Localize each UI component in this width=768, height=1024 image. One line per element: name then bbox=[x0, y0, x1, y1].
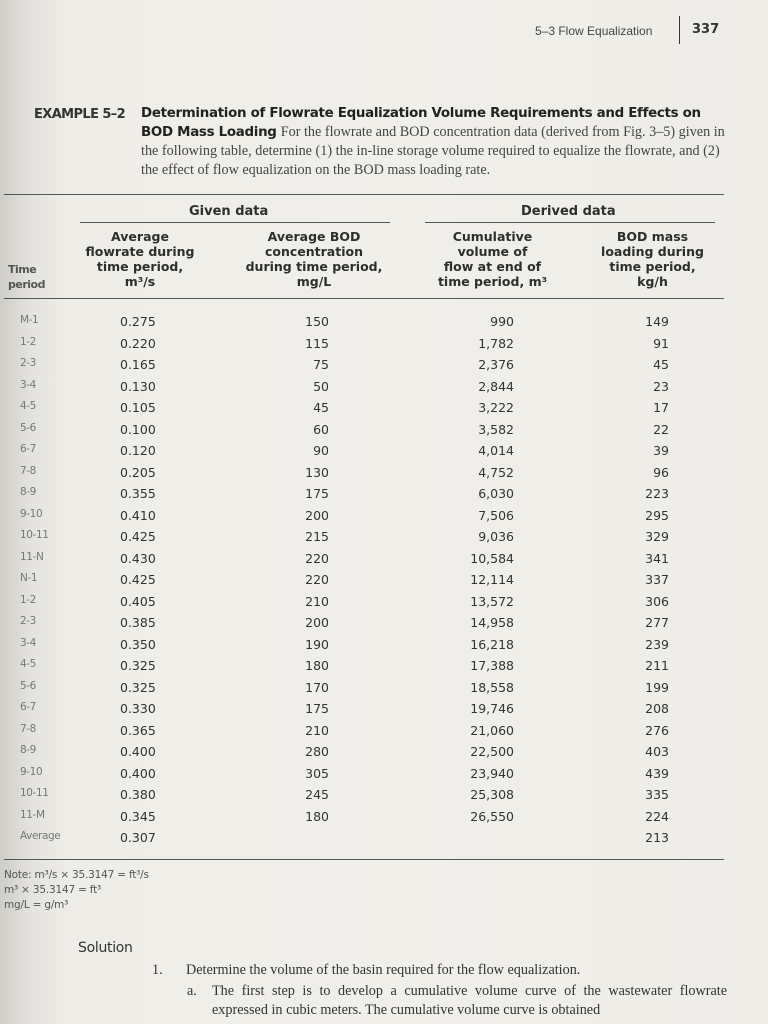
cell-time: 4-5 bbox=[20, 658, 36, 670]
col-header-flow-line: Average bbox=[111, 229, 169, 244]
cell-cumulative-volume: 12,114 bbox=[470, 572, 514, 587]
cell-time: N-1 bbox=[20, 572, 38, 584]
cell-flowrate: 0.165 bbox=[120, 357, 156, 372]
cell-flowrate: 0.400 bbox=[120, 765, 156, 781]
cell-cumulative-volume: 4,752 bbox=[478, 464, 514, 480]
col-header-time bbox=[8, 262, 45, 292]
table-row bbox=[0, 658, 768, 680]
cell-time: Average bbox=[20, 830, 61, 842]
cell-time: 10-11 bbox=[20, 529, 49, 541]
table-row bbox=[0, 443, 768, 465]
group-header-given: Given data bbox=[189, 204, 269, 219]
cell-bod: 170 bbox=[305, 679, 329, 695]
cell-bod: 115 bbox=[305, 335, 329, 351]
cell-flowrate: 0.365 bbox=[120, 722, 156, 738]
solution-step-a bbox=[187, 982, 727, 1020]
col-header-bod-line: concentration bbox=[264, 244, 363, 259]
cell-time: 6-7 bbox=[20, 443, 36, 455]
cell-flowrate: 0.410 bbox=[120, 507, 156, 523]
cell-bod-mass: 45 bbox=[653, 357, 669, 372]
cell-time: 2-3 bbox=[20, 615, 36, 627]
cell-bod-mass: 295 bbox=[645, 507, 669, 523]
col-header-mass-line: loading during bbox=[601, 244, 704, 259]
cell-bod-mass: 341 bbox=[645, 550, 669, 566]
example-statement bbox=[141, 105, 726, 180]
cell-flowrate: 0.120 bbox=[120, 443, 156, 458]
note-line: Note: m³/s × 35.3147 = ft³/s bbox=[4, 869, 149, 881]
cell-cumulative-volume: 3,222 bbox=[478, 400, 514, 415]
cell-bod-mass: 39 bbox=[653, 443, 669, 458]
cell-bod-mass: 277 bbox=[645, 615, 669, 630]
example-title: Determination of Flowrate Equalization Volume Requirements and Effects on BOD Mass Loading bbox=[141, 106, 701, 140]
cell-time: 8-9 bbox=[20, 744, 36, 756]
cell-cumulative-volume: 1,782 bbox=[478, 335, 514, 351]
cell-flowrate: 0.355 bbox=[120, 486, 156, 501]
col-header-mass-line: BOD mass bbox=[616, 229, 689, 244]
cell-bod-mass: 17 bbox=[653, 400, 669, 415]
cell-time: 3-4 bbox=[20, 378, 36, 391]
cell-time: 11-M bbox=[20, 808, 45, 821]
cell-bod: 280 bbox=[305, 744, 329, 759]
col-header-mass bbox=[585, 229, 720, 289]
cell-flowrate: 0.385 bbox=[120, 615, 156, 630]
col-header-flow-line: flowrate during bbox=[85, 244, 195, 259]
cell-time: 9-10 bbox=[20, 507, 43, 520]
table-top-rule bbox=[4, 194, 724, 195]
group-header-derived: Derived data bbox=[521, 204, 616, 219]
cell-bod: 50 bbox=[313, 378, 329, 394]
cell-cumulative-volume: 7,506 bbox=[478, 507, 514, 523]
table-row bbox=[0, 336, 768, 358]
col-header-cum-line: flow at end of bbox=[443, 259, 542, 274]
cell-flowrate: 0.350 bbox=[120, 636, 156, 652]
col-header-flow-line: time period, bbox=[96, 259, 184, 274]
cell-time: 8-9 bbox=[20, 486, 36, 498]
cell-cumulative-volume: 4,014 bbox=[478, 443, 514, 458]
table-row bbox=[0, 572, 768, 594]
cell-flowrate: 0.325 bbox=[120, 658, 156, 673]
cell-bod-mass: 224 bbox=[645, 808, 669, 824]
table-row bbox=[0, 723, 768, 745]
cell-cumulative-volume: 10,584 bbox=[470, 550, 514, 566]
cell-bod-mass: 276 bbox=[645, 722, 669, 738]
cell-bod-mass: 403 bbox=[645, 744, 669, 759]
cell-cumulative-volume: 25,308 bbox=[470, 787, 514, 802]
table-row bbox=[0, 637, 768, 659]
cell-flowrate: 0.430 bbox=[120, 550, 156, 566]
cell-bod-mass: 213 bbox=[645, 830, 669, 845]
cell-bod-mass: 335 bbox=[645, 787, 669, 802]
cell-time: 1-2 bbox=[20, 335, 36, 348]
cell-cumulative-volume: 3,582 bbox=[478, 421, 514, 437]
cell-bod-mass: 306 bbox=[645, 593, 669, 609]
cell-flowrate: 0.330 bbox=[120, 701, 156, 716]
cell-cumulative-volume: 14,958 bbox=[470, 615, 514, 630]
cell-bod-mass: 208 bbox=[645, 701, 669, 716]
example-text: For the flowrate and BOD concentration data (derived from Fig. 3–5) given in the following table, determine (1) the in-line storage volume required to equalize the flowrate, and (2) the effect of flow equalization on the BOD mass loading rate. bbox=[141, 124, 725, 178]
table-row bbox=[0, 809, 768, 831]
cell-time: 11-N bbox=[20, 550, 44, 563]
cell-bod: 210 bbox=[305, 722, 329, 738]
cell-bod-mass: 337 bbox=[645, 572, 669, 587]
col-header-cum-line: volume of bbox=[457, 244, 528, 259]
cell-flowrate: 0.325 bbox=[120, 679, 156, 695]
cell-bod: 220 bbox=[305, 550, 329, 566]
table-row bbox=[0, 551, 768, 573]
cell-bod: 200 bbox=[305, 615, 329, 630]
cell-cumulative-volume: 2,844 bbox=[478, 378, 514, 394]
cell-bod: 175 bbox=[305, 701, 329, 716]
cell-flowrate: 0.345 bbox=[120, 808, 156, 824]
cell-bod: 215 bbox=[305, 529, 329, 544]
col-header-cum-line: Cumulative bbox=[452, 229, 533, 244]
cell-cumulative-volume: 23,940 bbox=[470, 765, 514, 781]
cell-flowrate: 0.400 bbox=[120, 744, 156, 759]
cell-bod: 200 bbox=[305, 507, 329, 523]
cell-bod: 60 bbox=[313, 421, 329, 437]
running-head-divider bbox=[679, 16, 680, 44]
cell-cumulative-volume: 21,060 bbox=[470, 722, 514, 738]
table-row bbox=[0, 701, 768, 723]
cell-bod: 210 bbox=[305, 593, 329, 609]
table-row bbox=[0, 486, 768, 508]
page-number: 337 bbox=[692, 22, 720, 37]
cell-bod-mass: 223 bbox=[645, 486, 669, 501]
cell-cumulative-volume: 13,572 bbox=[470, 593, 514, 609]
cell-cumulative-volume: 990 bbox=[490, 314, 514, 329]
step-number: 1. bbox=[152, 962, 163, 978]
cell-flowrate: 0.130 bbox=[120, 378, 156, 394]
table-row bbox=[0, 594, 768, 616]
cell-cumulative-volume: 17,388 bbox=[470, 658, 514, 673]
cell-bod-mass: 22 bbox=[653, 421, 669, 437]
cell-bod: 180 bbox=[305, 658, 329, 673]
cell-time: 10-11 bbox=[20, 787, 49, 799]
cell-time: 5-6 bbox=[20, 421, 36, 434]
table-row bbox=[0, 379, 768, 401]
cell-cumulative-volume: 9,036 bbox=[478, 529, 514, 544]
cell-bod-mass: 211 bbox=[645, 658, 669, 673]
cell-cumulative-volume: 22,500 bbox=[470, 744, 514, 759]
cell-bod: 150 bbox=[305, 314, 329, 329]
step-text: Determine the volume of the basin required for the flow equalization. bbox=[186, 962, 581, 978]
cell-time: 1-2 bbox=[20, 593, 36, 606]
cell-bod-mass: 329 bbox=[645, 529, 669, 544]
cell-time: 7-8 bbox=[20, 464, 36, 477]
cell-bod: 245 bbox=[305, 787, 329, 802]
cell-bod-mass: 91 bbox=[653, 335, 669, 351]
cell-bod-mass: 199 bbox=[645, 679, 669, 695]
cell-bod: 175 bbox=[305, 486, 329, 501]
cell-time: 3-4 bbox=[20, 636, 36, 649]
col-header-mass-line: kg/h bbox=[637, 274, 668, 289]
cell-bod-mass: 239 bbox=[645, 636, 669, 652]
cell-bod-mass: 96 bbox=[653, 464, 669, 480]
cell-bod: 180 bbox=[305, 808, 329, 824]
table-row bbox=[0, 422, 768, 444]
cell-bod: 130 bbox=[305, 464, 329, 480]
col-header-bod-line: during time period, bbox=[245, 259, 383, 274]
col-header-time-line: Time bbox=[8, 263, 37, 276]
cell-bod: 220 bbox=[305, 572, 329, 587]
solution-heading: Solution bbox=[78, 940, 133, 956]
table-row bbox=[0, 400, 768, 422]
cell-bod: 75 bbox=[313, 357, 329, 372]
cell-bod: 90 bbox=[313, 443, 329, 458]
cell-cumulative-volume: 18,558 bbox=[470, 679, 514, 695]
note-line: m³ × 35.3147 = ft³ bbox=[4, 884, 102, 896]
table-row bbox=[0, 508, 768, 530]
table-row bbox=[0, 314, 768, 336]
cell-time: 9-10 bbox=[20, 765, 43, 778]
given-group-rule bbox=[80, 222, 390, 223]
col-header-mass-line: time period, bbox=[609, 259, 696, 274]
table-row bbox=[0, 615, 768, 637]
cell-flowrate: 0.275 bbox=[120, 314, 156, 329]
running-head-title: 5–3 Flow Equalization bbox=[535, 24, 653, 38]
cell-flowrate: 0.220 bbox=[120, 335, 156, 351]
col-header-time-line: period bbox=[8, 278, 45, 291]
col-header-cumulative bbox=[425, 229, 560, 289]
cell-time: 6-7 bbox=[20, 701, 36, 713]
cell-flowrate: 0.105 bbox=[120, 400, 156, 415]
cell-flowrate: 0.425 bbox=[120, 529, 156, 544]
cell-time: 5-6 bbox=[20, 679, 36, 692]
col-header-flow-line: m³/s bbox=[124, 274, 156, 289]
cell-bod-mass: 23 bbox=[653, 378, 669, 394]
col-header-bod-line: Average BOD bbox=[267, 229, 361, 244]
col-header-bod-line: mg/L bbox=[296, 274, 332, 289]
cell-bod: 45 bbox=[313, 400, 329, 415]
table-bottom-rule bbox=[4, 859, 724, 860]
table-row bbox=[0, 357, 768, 379]
cell-bod: 190 bbox=[305, 636, 329, 652]
derived-group-rule bbox=[425, 222, 715, 223]
cell-flowrate: 0.405 bbox=[120, 593, 156, 609]
cell-flowrate: 0.307 bbox=[120, 830, 156, 845]
cell-cumulative-volume: 26,550 bbox=[470, 808, 514, 824]
col-header-bod bbox=[234, 229, 394, 289]
table-row bbox=[0, 680, 768, 702]
cell-flowrate: 0.380 bbox=[120, 787, 156, 802]
cell-cumulative-volume: 19,746 bbox=[470, 701, 514, 716]
header-bottom-rule bbox=[4, 298, 724, 299]
cell-time: 7-8 bbox=[20, 722, 36, 735]
cell-time: 4-5 bbox=[20, 400, 36, 412]
cell-cumulative-volume: 16,218 bbox=[470, 636, 514, 652]
cell-flowrate: 0.100 bbox=[120, 421, 156, 437]
note-line: mg/L = g/m³ bbox=[4, 899, 69, 911]
cell-bod: 305 bbox=[305, 765, 329, 781]
table-notes bbox=[4, 868, 149, 913]
table-row bbox=[0, 529, 768, 551]
cell-flowrate: 0.205 bbox=[120, 464, 156, 480]
cell-cumulative-volume: 2,376 bbox=[478, 357, 514, 372]
data-table-body bbox=[0, 314, 768, 852]
cell-time: M-1 bbox=[20, 314, 39, 326]
table-row bbox=[0, 465, 768, 487]
example-label: EXAMPLE 5–2 bbox=[34, 107, 126, 122]
col-header-cum-line: time period, m³ bbox=[437, 274, 548, 289]
cell-time: 2-3 bbox=[20, 357, 36, 369]
cell-bod-mass: 149 bbox=[645, 314, 669, 329]
col-header-flow bbox=[72, 229, 208, 289]
cell-flowrate: 0.425 bbox=[120, 572, 156, 587]
step-letter: a. bbox=[187, 983, 197, 999]
cell-bod-mass: 439 bbox=[645, 765, 669, 781]
table-row bbox=[0, 830, 768, 852]
step-text: The first step is to develop a cumulative volume curve of the wastewater flowrate expressed in cubic meters. The cumulative volume curve is obtained bbox=[212, 983, 727, 1018]
table-row bbox=[0, 744, 768, 766]
cell-cumulative-volume: 6,030 bbox=[478, 486, 514, 501]
table-row bbox=[0, 766, 768, 788]
table-row bbox=[0, 787, 768, 809]
